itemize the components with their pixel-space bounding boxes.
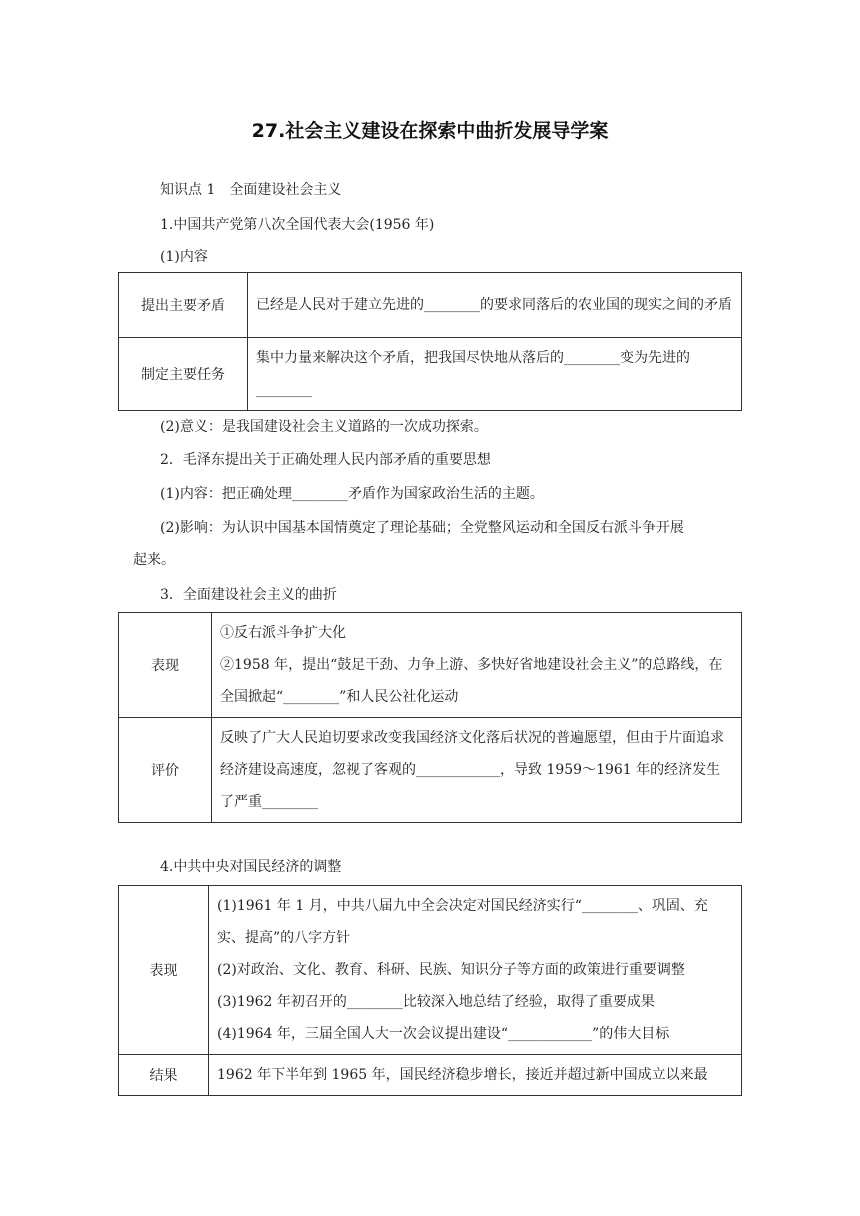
- section-1-significance: (2)意义：是我国建设社会主义道路的一次成功探索。: [160, 419, 488, 435]
- list-item: (3)1962 年初召开的________比较深入地总结了经验，取得了重要成果: [217, 994, 655, 1010]
- section-2-impact-continued: 起来。: [133, 552, 175, 568]
- table-row: [119, 273, 742, 338]
- section-4-heading: 4.中共中央对国民经济的调整: [160, 859, 342, 875]
- table-row-header: 提出主要矛盾: [119, 273, 248, 338]
- section-2-content: (1)内容：把正确处理________矛盾作为国家政治生活的主题。: [160, 486, 544, 502]
- table-row: [119, 613, 742, 718]
- section-3-heading: 3．全面建设社会主义的曲折: [160, 587, 337, 603]
- section-2-impact: (2)影响：为认识中国基本国情奠定了理论基础；全党整风运动和全国反右派斗争开展: [160, 520, 684, 536]
- table-row-header: 表现: [119, 613, 212, 718]
- list-item: (4)1964 年，三届全国人大一次会议提出建设“____________”的伟大目标: [217, 1026, 670, 1042]
- table-row-header: 制定主要任务: [119, 338, 248, 411]
- table-8th-congress: [118, 272, 742, 411]
- table-row: [119, 886, 742, 1055]
- section-1-heading: 1.中国共产党第八次全国代表大会(1956 年): [160, 217, 435, 233]
- table-setbacks: [118, 612, 742, 823]
- table-cell: 集中力量来解决这个矛盾，把我国尽快地从落后的________变为先进的________: [248, 338, 742, 411]
- table-row: [119, 718, 742, 823]
- document-title: 27.社会主义建设在探索中曲折发展导学案: [251, 120, 609, 142]
- section-2-heading: 2．毛泽东提出关于正确处理人民内部矛盾的重要思想: [160, 452, 491, 468]
- table-cell: 1962 年下半年到 1965 年，国民经济稳步增长，接近并超过新中国成立以来最: [209, 1055, 742, 1096]
- table-row-header: 评价: [119, 718, 212, 823]
- list-item: (1)1961 年 1 月，中共八届九中全会决定对国民经济实行“________、巩固、充实、提高”的八字方针: [217, 898, 708, 946]
- table-row: [119, 338, 742, 411]
- table-economic-adjustment: [118, 885, 742, 1096]
- table-cell: 反映了广大人民迫切要求改变我国经济文化落后状况的普遍愿望，但由于片面追求经济建设高速度，忽视了客观的____________，导致 1959～1961 年的经济发生了严重________: [212, 718, 742, 823]
- table-row-header: 表现: [119, 886, 209, 1055]
- section-1-content-label: (1)内容: [160, 249, 208, 265]
- table-row: [119, 1055, 742, 1096]
- table-cell: [209, 886, 742, 1055]
- list-item: ②1958 年，提出“鼓足干劲、力争上游、多快好省地建设社会主义”的总路线，在全国掀起“________”和人民公社化运动: [220, 657, 723, 705]
- list-item: ①反右派斗争扩大化: [220, 625, 346, 641]
- table-cell: [212, 613, 742, 718]
- table-cell: 已经是人民对于建立先进的________的要求同落后的农业国的现实之间的矛盾: [248, 273, 742, 338]
- table-row-header: 结果: [119, 1055, 209, 1096]
- list-item: (2)对政治、文化、教育、科研、民族、知识分子等方面的政策进行重要调整: [217, 962, 685, 978]
- knowledge-point-heading: 知识点 1 全面建设社会主义: [160, 182, 342, 198]
